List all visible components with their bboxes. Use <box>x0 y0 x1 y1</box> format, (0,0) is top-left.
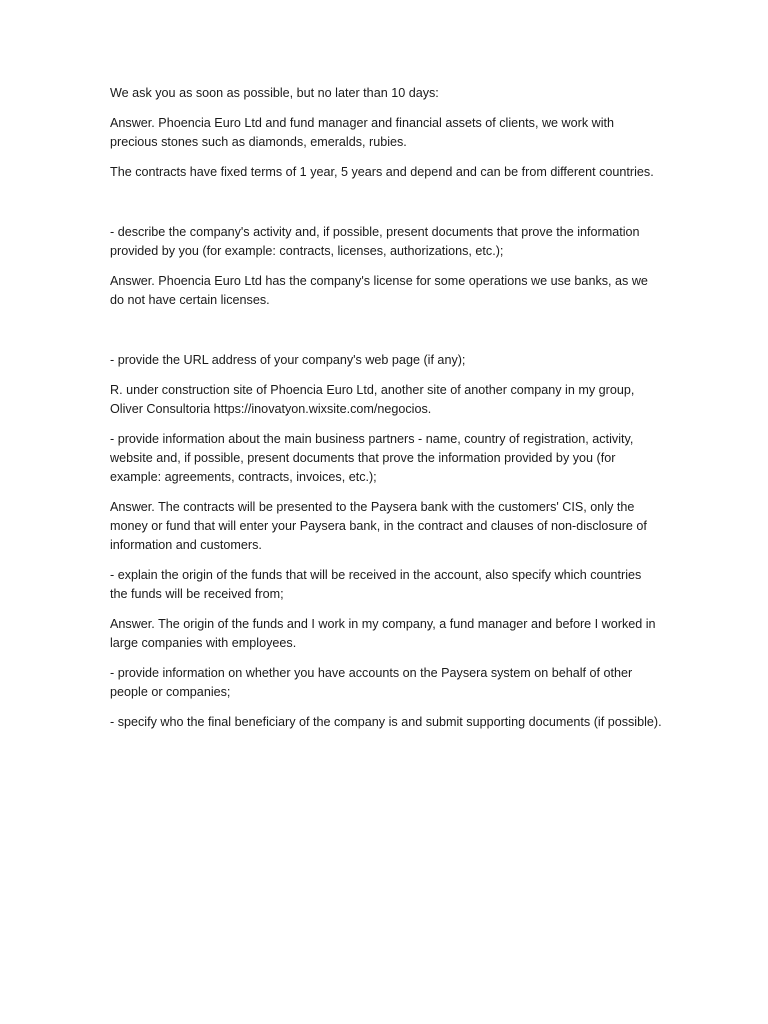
request-partners-paragraph: - provide information about the main business partners - name, country of registration, activity, website and, if possible, present documents that prove the information provided by you (for example: agreements, contracts, invoices, etc.); <box>110 432 634 484</box>
document-body <box>110 84 662 743</box>
request-accounts-paragraph: - provide information on whether you have accounts on the Paysera system on behalf of other people or companies; <box>110 666 633 699</box>
answer-paragraph: Answer. Phoencia Euro Ltd has the company's license for some operations we use banks, as we do not have certain licenses. <box>110 274 648 307</box>
answer-paragraph: Answer. The origin of the funds and I work in my company, a fund manager and before I worked in large companies with employees. <box>110 617 656 650</box>
answer-paragraph: Answer. The contracts will be presented to the Paysera bank with the customers' CIS, only the money or fund that will enter your Paysera bank, in the contract and clauses of non-disclosure of information and customers. <box>110 500 647 552</box>
contracts-paragraph: The contracts have fixed terms of 1 year, 5 years and depend and can be from different countries. <box>110 165 654 179</box>
request-url-paragraph: - provide the URL address of your company's web page (if any); <box>110 353 466 367</box>
reply-url-paragraph: R. under construction site of Phoencia Euro Ltd, another site of another company in my group, Oliver Consultoria https://inovatyon.wixsite.com/negocios. <box>110 383 635 416</box>
request-funds-origin-paragraph: - explain the origin of the funds that will be received in the account, also specify which countries the funds will be received from; <box>110 568 642 601</box>
request-beneficiary-paragraph: - specify who the final beneficiary of the company is and submit supporting documents (if possible). <box>110 715 662 729</box>
answer-paragraph: Answer. Phoencia Euro Ltd and fund manager and financial assets of clients, we work with precious stones such as diamonds, emeralds, rubies. <box>110 116 615 149</box>
intro-paragraph: We ask you as soon as possible, but no later than 10 days: <box>110 86 439 100</box>
request-activity-paragraph: - describe the company's activity and, if possible, present documents that prove the information provided by you (for example: contracts, licenses, authorizations, etc.); <box>110 225 640 258</box>
